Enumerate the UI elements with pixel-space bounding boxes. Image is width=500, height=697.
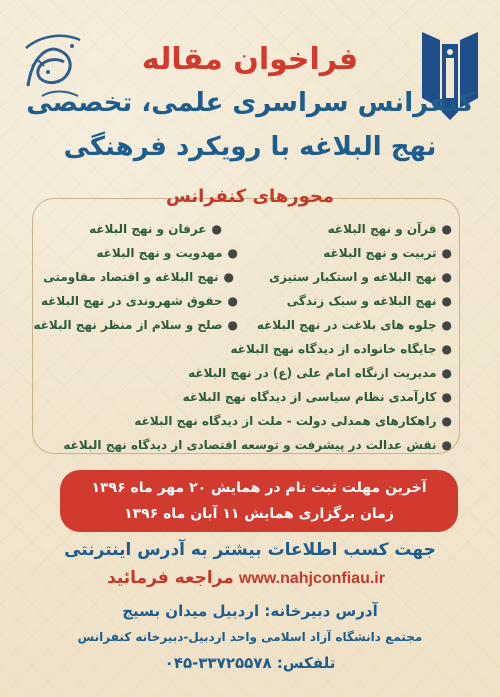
axis-item: ●تربیت و نهج البلاغه bbox=[323, 246, 452, 260]
axis-item: ●جلوه های بلاغت در نهج البلاغه bbox=[256, 318, 452, 332]
axis-item: ●مهدویت و نهج البلاغه bbox=[96, 246, 238, 260]
axis-item: ●نهج البلاغه و استکبار ستیزی bbox=[269, 270, 452, 284]
url-row bbox=[0, 568, 500, 588]
axis-item: ●راهکارهای همدلی دولت - ملت از دیدگاه نهج البلاغه bbox=[134, 414, 452, 428]
axis-item: ●عرفان و نهج البلاغه bbox=[89, 222, 222, 236]
axis-item: ●جایگاه خانواده از دیدگاه نهج البلاغه bbox=[230, 342, 452, 356]
conference-date: زمان برگزاری همایش ۱۱ آبان ماه ۱۳۹۶ bbox=[124, 506, 394, 522]
axis-item: ●نقش عدالت در پیشرفت و توسعه اقتصادی از دیدگاه نهج البلاغه bbox=[63, 438, 452, 452]
conference-subtitle: کنفرانس سراسری علمی، تخصصی bbox=[26, 88, 474, 118]
axis-item: ●نهج البلاغه و اقتصاد مقاومتی bbox=[43, 270, 234, 284]
deadline-banner bbox=[60, 470, 458, 532]
phone-number: تلفکس: ۳۳۷۲۵۵۷۸-۰۴۵ bbox=[164, 654, 336, 672]
university-complex: مجتمع دانشگاه آزاد اسلامی واحد اردبیل-دبیرخانه کنفرانس bbox=[77, 630, 423, 644]
website-link[interactable]: www.nahjconfiau.ir bbox=[238, 570, 385, 587]
refer-text: مراجعه فرمائید bbox=[107, 568, 234, 588]
secretariat-address: آدرس دبیرخانه: اردبیل میدان بسیج bbox=[122, 602, 378, 620]
axis-item: ●قرآن و نهج البلاغه bbox=[327, 222, 452, 236]
more-info-text: جهت کسب اطلاعات بیشتر به آدرس اینترنتی bbox=[64, 540, 436, 560]
axis-item: ●صلح و سلام از منظر نهج البلاغه bbox=[33, 318, 238, 332]
axes-heading: محورهای کنفرانس bbox=[165, 186, 335, 207]
axis-item: ●کارآمدی نظام سیاسی از دیدگاه نهج البلاغه bbox=[182, 390, 452, 404]
axis-item: ●نهج البلاغه و سبک زندگی bbox=[286, 294, 452, 308]
page-title: فراخوان مقاله bbox=[141, 42, 359, 77]
registration-deadline: آخرین مهلت ثبت نام در همایش ۲۰ مهر ماه ۱۳۹۶ bbox=[91, 480, 427, 496]
conference-theme: نهج البلاغه با رویکرد فرهنگی bbox=[63, 132, 437, 162]
axis-item: ●حقوق شهروندی در نهج البلاغه bbox=[40, 294, 238, 308]
axis-item: ●مدیریت ازنگاه امام علی (ع) در نهج البلاغه bbox=[188, 366, 452, 380]
